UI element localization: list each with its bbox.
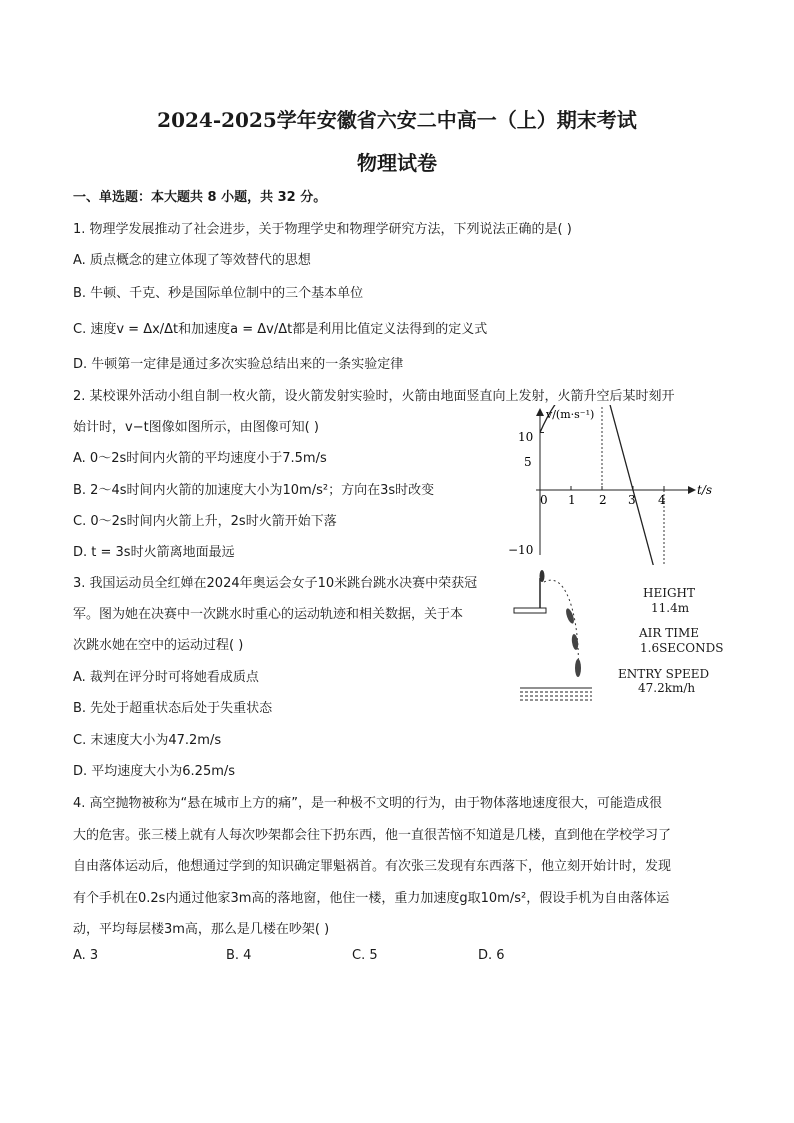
q3-option-c: C. 末速度大小为47.2m/s	[73, 733, 222, 748]
airtime-label: AIR TIME	[639, 626, 700, 640]
x-tick-2: 2	[599, 493, 607, 507]
q4-line-1: 4. 高空抛物被称为“悬在城市上方的痛”，是一种极不文明的行为，由于物体落地速度很大，可能造成很	[73, 796, 663, 811]
velocity-curve	[540, 405, 664, 565]
q3-option-d: D. 平均速度大小为6.25m/s	[73, 764, 236, 779]
y-tick-neg10: −10	[508, 543, 534, 557]
q4-line-3: 自由落体运动后，他想通过学到的知识确定罪魁祸首。有次张三发现有东西落下，他立刻开始计时，发现	[73, 859, 672, 874]
q2-stem-1: 2. 某校课外活动小组自制一枚火箭，设火箭发射实验时，火箭由地面竖直向上发射，火箭升空后某时刻开	[73, 389, 675, 404]
entry-speed-label: ENTRY SPEED	[618, 667, 710, 681]
platform	[514, 608, 546, 613]
y-tick-10: 10	[518, 430, 534, 444]
trajectory	[544, 580, 578, 678]
q3-stem-3: 次跳水她在空中的运动过程( )	[73, 638, 244, 653]
page-subtitle: 物理试卷	[357, 151, 437, 175]
q3-option-b: B. 先处于超重状态后处于失重状态	[73, 701, 273, 716]
x-tick-3: 3	[628, 493, 636, 507]
x-axis-label: t/s	[697, 483, 713, 497]
q4-line-4: 有个手机在0.2s内通过他家3m高的落地窗，他住一楼，重力加速度g取10m/s²，假设手机为自由落体运	[73, 891, 670, 906]
q2-option-d: D. t = 3s时火箭离地面最远	[73, 545, 235, 560]
entry-speed-value: 47.2km/h	[638, 681, 696, 695]
q3-option-a: A. 裁判在评分时可将她看成质点	[73, 670, 259, 685]
q1-option-b: B. 牛顿、千克、秒是国际单位制中的三个基本单位	[73, 286, 364, 301]
diver-mid-2	[571, 634, 579, 651]
q4-line-5: 动，平均每层楼3m高，那么是几楼在吵架( )	[73, 922, 330, 937]
height-label: HEIGHT	[643, 586, 696, 600]
q2-stem-2: 始计时，v−t图像如图所示，由图像可知( )	[73, 420, 319, 435]
diver-entry	[575, 659, 581, 677]
diver-top	[540, 570, 545, 582]
section-heading: 一、单选题：本大题共 8 小题，共 32 分。	[73, 190, 327, 205]
q3-stem-1: 3. 我国运动员全红婵在2024年奥运会女子10米跳台跳水决赛中荣获冠	[73, 576, 478, 591]
q2-option-b: B. 2～4s时间内火箭的加速度大小为10m/s²；方向在3s时改变	[73, 483, 435, 498]
q4-option-c: C. 5	[352, 948, 378, 963]
q3-stem-2: 军。图为她在决赛中一次跳水时重心的运动轨迹和相关数据，关于本	[73, 607, 464, 622]
diver-mid-1	[564, 607, 575, 624]
x-tick-4: 4	[658, 493, 666, 507]
q1-option-a: A. 质点概念的建立体现了等效替代的思想	[73, 253, 311, 268]
vt-graph	[500, 405, 730, 565]
y-tick-5: 5	[524, 455, 532, 469]
water-surface	[520, 688, 592, 700]
y-axis-label: v/(m·s⁻¹)	[546, 408, 595, 421]
q4-option-a: A. 3	[73, 948, 99, 963]
q1-stem: 1. 物理学发展推动了社会进步，关于物理学史和物理学研究方法，下列说法正确的是( )	[73, 222, 572, 237]
height-value: 11.4m	[651, 601, 690, 615]
page-title: 2024-2025学年安徽省六安二中高一（上）期末考试	[157, 108, 637, 132]
q4-option-b: B. 4	[226, 948, 252, 963]
x-tick-1: 1	[568, 493, 576, 507]
q1-option-c: C. 速度v = Δx/Δt和加速度a = Δv/Δt都是利用比值定义法得到的定义式	[73, 322, 488, 337]
q2-option-a: A. 0～2s时间内火箭的平均速度小于7.5m/s	[73, 451, 327, 466]
q4-line-2: 大的危害。张三楼上就有人每次吵架都会往下扔东西，他一直很苦恼不知道是几楼，直到他在学校学习了	[73, 828, 672, 843]
airtime-value: 1.6SECONDS	[640, 641, 724, 655]
q2-option-c: C. 0～2s时间内火箭上升，2s时火箭开始下落	[73, 514, 337, 529]
q1-option-d: D. 牛顿第一定律是通过多次实验总结出来的一条实验定律	[73, 357, 404, 372]
x-tick-0: 0	[540, 493, 548, 507]
q4-option-d: D. 6	[478, 948, 505, 963]
diving-figure	[512, 568, 602, 708]
